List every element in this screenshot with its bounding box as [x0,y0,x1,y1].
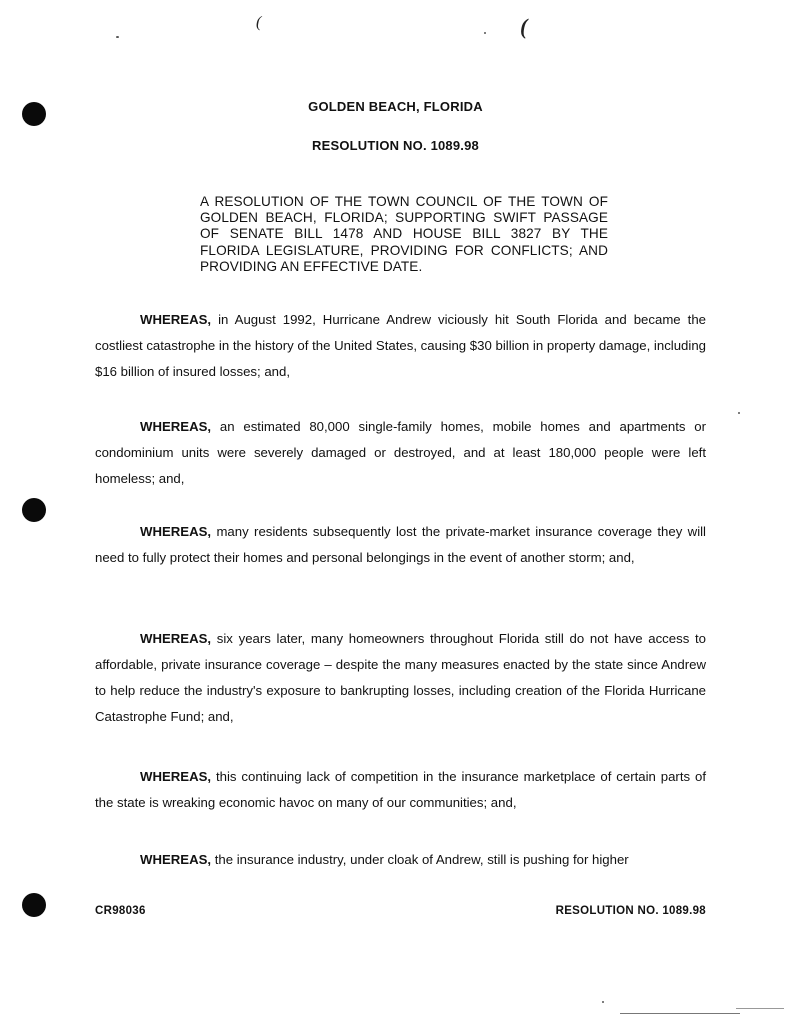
scan-speck [738,412,740,414]
whereas-text: six years later, many homeowners throughout Florida still do not have access to affordable, private insurance coverage – despite the many measures enacted by the state since Andrew to help reduce the industry's exposure to bankrupting losses, including creation of the Florida Hurricane Catastrophe Fund; and, [95,631,706,724]
whereas-paragraph [95,847,706,873]
footer-resolution-number: RESOLUTION NO. 1089.98 [555,905,706,917]
punch-hole-middle [22,498,46,522]
scan-speck [602,1001,604,1003]
document-code: CR98036 [95,905,146,917]
whereas-lead: WHEREAS, [140,419,212,434]
scan-line [736,1008,784,1009]
whereas-paragraph [95,414,706,492]
whereas-paragraph [95,519,706,571]
scan-line [620,1013,740,1014]
scan-mark-right: ( [520,14,528,39]
whereas-text: many residents subsequently lost the private-market insurance coverage they will need to fully protect their homes and personal belongings in the event of another storm; and, [95,524,706,565]
whereas-text: the insurance industry, under cloak of Andrew, still is pushing for higher [211,852,629,867]
whereas-text: in August 1992, Hurricane Andrew viciously hit South Florida and became the costliest catastrophe in the history of the United States, causing $30 billion in property damage, including $16 billion of insured losses; and, [95,312,706,379]
scan-speck [484,32,486,34]
resolution-number-heading: RESOLUTION NO. 1089.98 [312,138,479,153]
municipality-heading: GOLDEN BEACH, FLORIDA [308,99,483,114]
whereas-lead: WHEREAS, [140,769,212,784]
whereas-paragraph [95,764,706,816]
whereas-lead: WHEREAS, [140,852,212,867]
resolution-title: A RESOLUTION OF THE TOWN COUNCIL OF THE TOWN OF GOLDEN BEACH, FLORIDA; SUPPORTING SWIFT PASSAGE OF SENATE BILL 1478 AND HOUSE BILL 3827 BY THE FLORIDA LEGISLATURE, PROVIDING FOR CONFLICTS; AND PROVIDING AN EFFECTIVE DATE. [200,194,608,274]
scan-mark-left: ( [256,14,262,31]
whereas-lead: WHEREAS, [140,631,212,646]
whereas-text: an estimated 80,000 single-family homes, mobile homes and apartments or condominium units were severely damaged or destroyed, and at least 180,000 people were left homeless; and, [95,419,706,486]
whereas-lead: WHEREAS, [140,312,212,327]
scan-speck [116,36,119,38]
whereas-paragraph [95,307,706,385]
punch-hole-bottom [22,893,46,917]
whereas-lead: WHEREAS, [140,524,212,539]
whereas-paragraph [95,626,706,730]
whereas-text: this continuing lack of competition in the insurance marketplace of certain parts of the state is wreaking economic havoc on many of our communities; and, [95,769,706,810]
